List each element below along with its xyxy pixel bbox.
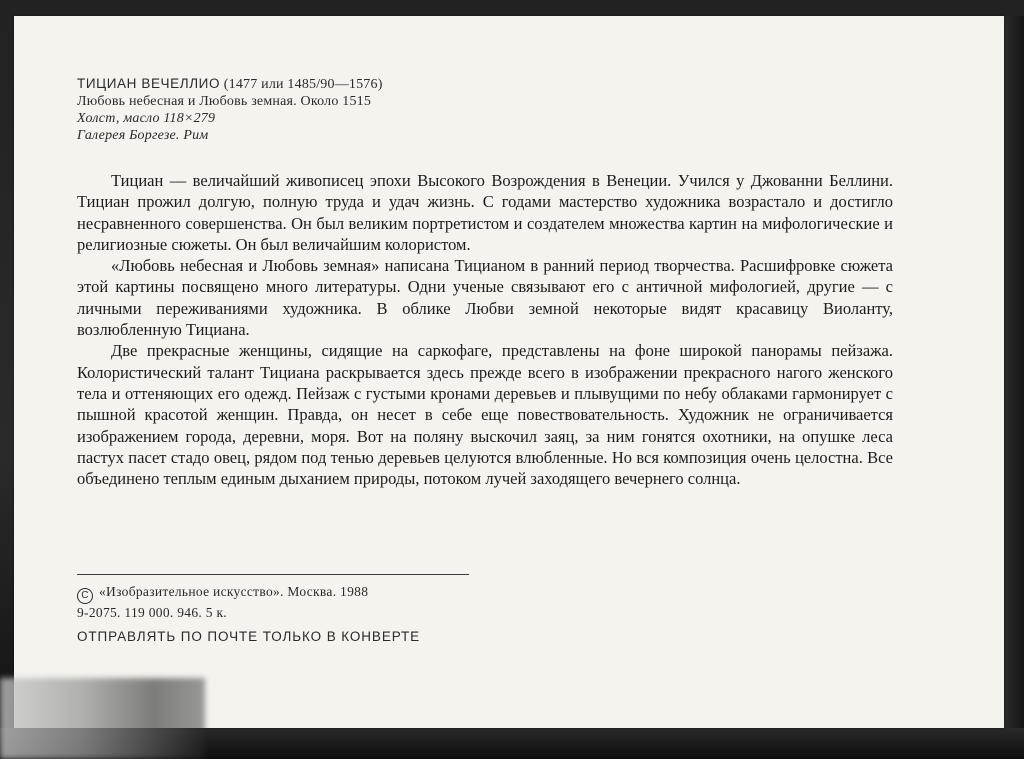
blurred-watermark [0,678,205,759]
copyright-icon: C [77,588,93,604]
publisher-imprint [77,583,368,621]
artist-line [77,75,383,93]
artist-dates: (1477 или 1485/90—1576) [223,77,383,92]
artwork-location: Галерея Боргезе. Рим [77,128,209,143]
paragraph: Тициан — величайший живописец эпохи Высокого Возрождения в Венеции. Учился у Джованни Беллини. Тициан прожил долгую, полную труда и удач жизнь. С годами мастерство художника возрастало и достигло несравненного совершенства. Он был великим портретистом и создателем множества картин на мифологические и религиозные сюжеты. Он был величайшим колористом. [77,171,893,254]
print-code: 9-2075. 119 000. 946. 5 к. [77,605,227,620]
card-edge-shadow [1004,16,1024,728]
artwork-medium: Холст, масло 118×279 [77,111,216,126]
publisher-line [77,583,368,604]
description-text [77,170,893,489]
publisher-name: «Изобразительное искусство». Москва. 1988 [99,584,369,599]
paragraph: Две прекрасные женщины, сидящие на саркофаге, представлены на фоне широкой панорамы пейзажа. Колористический талант Тициана раскрывается здесь прежде всего в изображении прекрасного нагого женского тела и оттеняющих его одежд. Пейзаж с густыми кронами деревьев и плывущими по небу облаками гармонирует с пышной красотой женщин. Правда, он несет в себе еще повествовательность. Художник не ограничивается изображением города, деревни, моря. Вот на поляну выскочил заяц, за ним гонятся охотники, на опушке леса пастух пасет стадо овец, рядом под тенью деревьев целуются влюбленные. Но вся композиция очень целостна. Все объединено теплым единым дыханием природы, потоком лучей заходящего вечернего солнца. [77,341,893,489]
paragraph: «Любовь небесная и Любовь земная» написана Тицианом в ранний период творчества. Расшифровке сюжета этой картины посвящено много литературы. Одни ученые связывают его с античной мифологией, другие — с личными переживаниями художника. В облике Любви земной некоторые видят красавицу Виоланту, возлюбленную Тициана. [77,256,893,340]
divider-line [77,574,469,575]
mail-instruction: ОТПРАВЛЯТЬ ПО ПОЧТЕ ТОЛЬКО В КОНВЕРТЕ [77,629,421,644]
artist-name: ТИЦИАН ВЕЧЕЛЛИО [77,76,221,91]
artwork-title: Любовь небесная и Любовь земная. Около 1515 [77,94,372,109]
artwork-caption [77,75,383,144]
